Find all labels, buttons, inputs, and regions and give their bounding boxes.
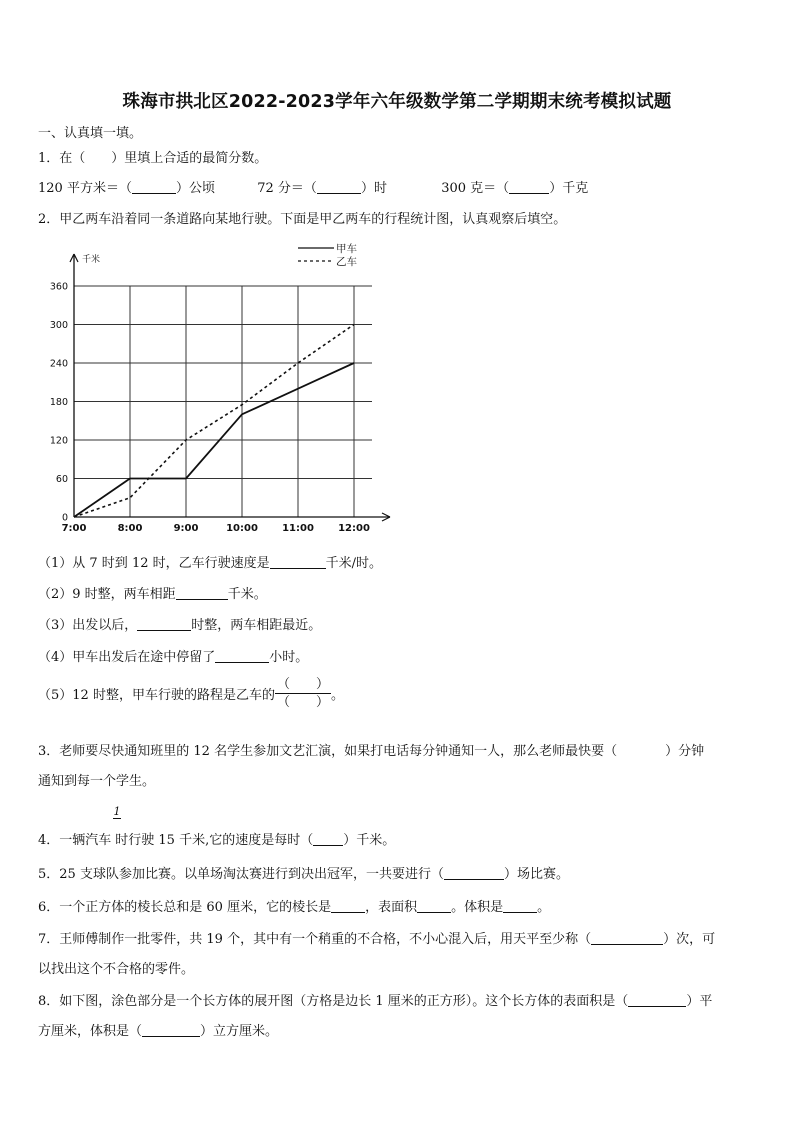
q1-a3-prefix: 300 克＝（ bbox=[441, 181, 510, 196]
chart-grid bbox=[74, 286, 372, 517]
chart-series bbox=[74, 325, 354, 518]
question-1-answers bbox=[38, 177, 588, 196]
question-1-stem: 1．在（ ）里填上合适的最简分数。 bbox=[38, 151, 268, 166]
q2-s2-suffix: 千米。 bbox=[227, 587, 267, 602]
question-7-line-1 bbox=[38, 928, 715, 947]
q2-s4-suffix: 小时。 bbox=[269, 650, 309, 665]
x-tick-label: 7:00 bbox=[61, 523, 87, 534]
question-3-line-2: 通知到每一个学生。 bbox=[38, 774, 156, 789]
question-2-stem: 2．甲乙两车沿着同一条道路向某地行驶。下面是甲乙两车的行程统计图，认真观察后填空。 bbox=[38, 212, 567, 227]
q3-text: 3．老师要尽快通知班里的 12 名学生参加文艺汇演，如果打电话每分钟通知一人，那么老师最快要（ bbox=[38, 744, 618, 759]
q7-blank[interactable] bbox=[591, 931, 663, 945]
q8-volume-blank[interactable] bbox=[142, 1023, 200, 1037]
q4-fraction-bar bbox=[113, 818, 121, 819]
q2-s1-blank[interactable] bbox=[270, 555, 326, 569]
question-2-sub-3 bbox=[38, 614, 321, 633]
q1-a2-prefix: 72 分＝（ bbox=[257, 181, 317, 196]
q5-prefix: 5．25 支球队参加比赛。以单场淘汰赛进行到决出冠军，一共要进行（ bbox=[38, 867, 444, 882]
question-7-line-2: 以找出这个不合格的零件。 bbox=[38, 962, 195, 977]
q6-part-2: ，表面积 bbox=[365, 900, 418, 915]
question-8-line-1 bbox=[38, 990, 712, 1009]
y-tick-label: 180 bbox=[49, 397, 68, 408]
question-2-sub-2 bbox=[38, 583, 267, 602]
q8-text: 8．如下图，涂色部分是一个长方体的展开图（方格是边长 1 厘米的正方形）。这个长方体的表面积是（ bbox=[38, 994, 629, 1009]
question-2-sub-4 bbox=[38, 646, 308, 665]
y-tick-label: 300 bbox=[49, 320, 68, 331]
q6-edge-blank[interactable] bbox=[331, 899, 365, 913]
q1-a1-suffix: ）公顷 bbox=[175, 181, 215, 196]
q2-s5-suffix: 。 bbox=[330, 688, 344, 703]
q8-area-blank[interactable] bbox=[628, 993, 686, 1007]
q2-s5-prefix: （5）12 时整，甲车行驶的路程是乙车的 bbox=[38, 688, 275, 703]
q4-middle: 时行驶 15 千米,它的速度是每时（ bbox=[115, 833, 314, 848]
q1-a3-suffix: ）千克 bbox=[549, 181, 589, 196]
q2-s3-blank[interactable] bbox=[137, 617, 191, 631]
q1-a3-blank[interactable] bbox=[509, 180, 549, 194]
fraction-numerator: （ ） bbox=[276, 677, 329, 692]
q3-blank[interactable] bbox=[617, 744, 665, 757]
y-tick-label: 0 bbox=[61, 512, 68, 524]
question-8-line-2 bbox=[38, 1020, 278, 1039]
q4-blank[interactable] bbox=[313, 832, 343, 846]
y-tick-label: 60 bbox=[55, 474, 68, 485]
q2-s2-blank[interactable] bbox=[176, 586, 228, 600]
question-3-line-1 bbox=[38, 740, 704, 759]
q2-s2-prefix: （2）9 时整，两车相距 bbox=[38, 587, 176, 602]
q5-blank[interactable] bbox=[444, 866, 504, 880]
q8-suffix: ）平 bbox=[686, 994, 713, 1009]
q6-part-4: 。 bbox=[537, 900, 551, 915]
q6-part-3: 。体积是 bbox=[451, 900, 504, 915]
q3-suffix: ）分钟 bbox=[665, 744, 705, 759]
x-tick-label: 12:00 bbox=[338, 523, 370, 534]
q6-area-blank[interactable] bbox=[417, 899, 451, 913]
travel-line-chart bbox=[44, 236, 414, 536]
q1-a1-blank[interactable] bbox=[132, 180, 176, 194]
q2-s5-fraction-blank[interactable] bbox=[275, 678, 331, 709]
fraction-denominator: （ ） bbox=[276, 695, 329, 710]
q4-prefix: 4．一辆汽车 bbox=[38, 833, 112, 848]
q4-fraction bbox=[113, 806, 121, 819]
y-tick-label: 360 bbox=[49, 281, 68, 293]
x-tick-label: 9:00 bbox=[173, 523, 199, 534]
y-tick-label: 120 bbox=[49, 435, 68, 447]
q2-s1-suffix: 千米/时。 bbox=[325, 556, 383, 571]
x-tick-label: 11:00 bbox=[282, 523, 314, 534]
q1-a2-blank[interactable] bbox=[317, 180, 361, 194]
q2-s3-suffix: 时整，两车相距最近。 bbox=[191, 618, 322, 633]
q5-suffix: ）场比赛。 bbox=[503, 867, 569, 882]
q7-text: 7．王师傅制作一批零件，共 19 个，其中有一个稍重的不合格，不小心混入后，用天平至少称（ bbox=[38, 932, 592, 947]
section-heading: 一、认真填一填。 bbox=[38, 126, 143, 141]
page-title: 珠海市拱北区2022-2023学年六年级数学第二学期期末统考模拟试题 bbox=[122, 92, 672, 112]
q4-suffix: ）千米。 bbox=[343, 833, 396, 848]
question-4 bbox=[38, 829, 395, 848]
question-6 bbox=[38, 896, 550, 915]
chart-legend bbox=[298, 243, 357, 268]
y-tick-label: 240 bbox=[49, 358, 68, 370]
q1-a1-prefix: 120 平方米＝（ bbox=[38, 181, 132, 196]
q8-line2-prefix: 方厘米，体积是（ bbox=[38, 1024, 143, 1039]
chart-tick-labels bbox=[50, 253, 370, 534]
y-axis-label: 千米 bbox=[82, 255, 101, 265]
q1-a2-suffix: ）时 bbox=[360, 181, 387, 196]
question-2-sub-1 bbox=[38, 552, 382, 571]
question-2-sub-5 bbox=[38, 678, 344, 709]
q2-s3-prefix: （3）出发以后， bbox=[38, 618, 138, 633]
legend-label: 甲车 bbox=[336, 243, 357, 255]
q6-part-1: 6．一个正方体的棱长总和是 60 厘米，它的棱长是 bbox=[38, 900, 332, 915]
x-tick-label: 10:00 bbox=[226, 523, 258, 534]
q4-fraction-numerator: 1 bbox=[113, 805, 121, 818]
q2-s1-prefix: （1）从 7 时到 12 时，乙车行驶速度是 bbox=[38, 556, 270, 571]
chart-axes bbox=[70, 254, 390, 521]
q6-volume-blank[interactable] bbox=[503, 899, 537, 913]
q2-s4-prefix: （4）甲车出发后在途中停留了 bbox=[38, 650, 216, 665]
question-5 bbox=[38, 863, 569, 882]
q7-suffix: ）次，可 bbox=[663, 932, 716, 947]
q8-line2-suffix: ）立方厘米。 bbox=[200, 1024, 279, 1039]
x-tick-label: 8:00 bbox=[117, 523, 143, 534]
legend-label: 乙车 bbox=[336, 256, 357, 268]
q2-s4-blank[interactable] bbox=[215, 649, 269, 663]
